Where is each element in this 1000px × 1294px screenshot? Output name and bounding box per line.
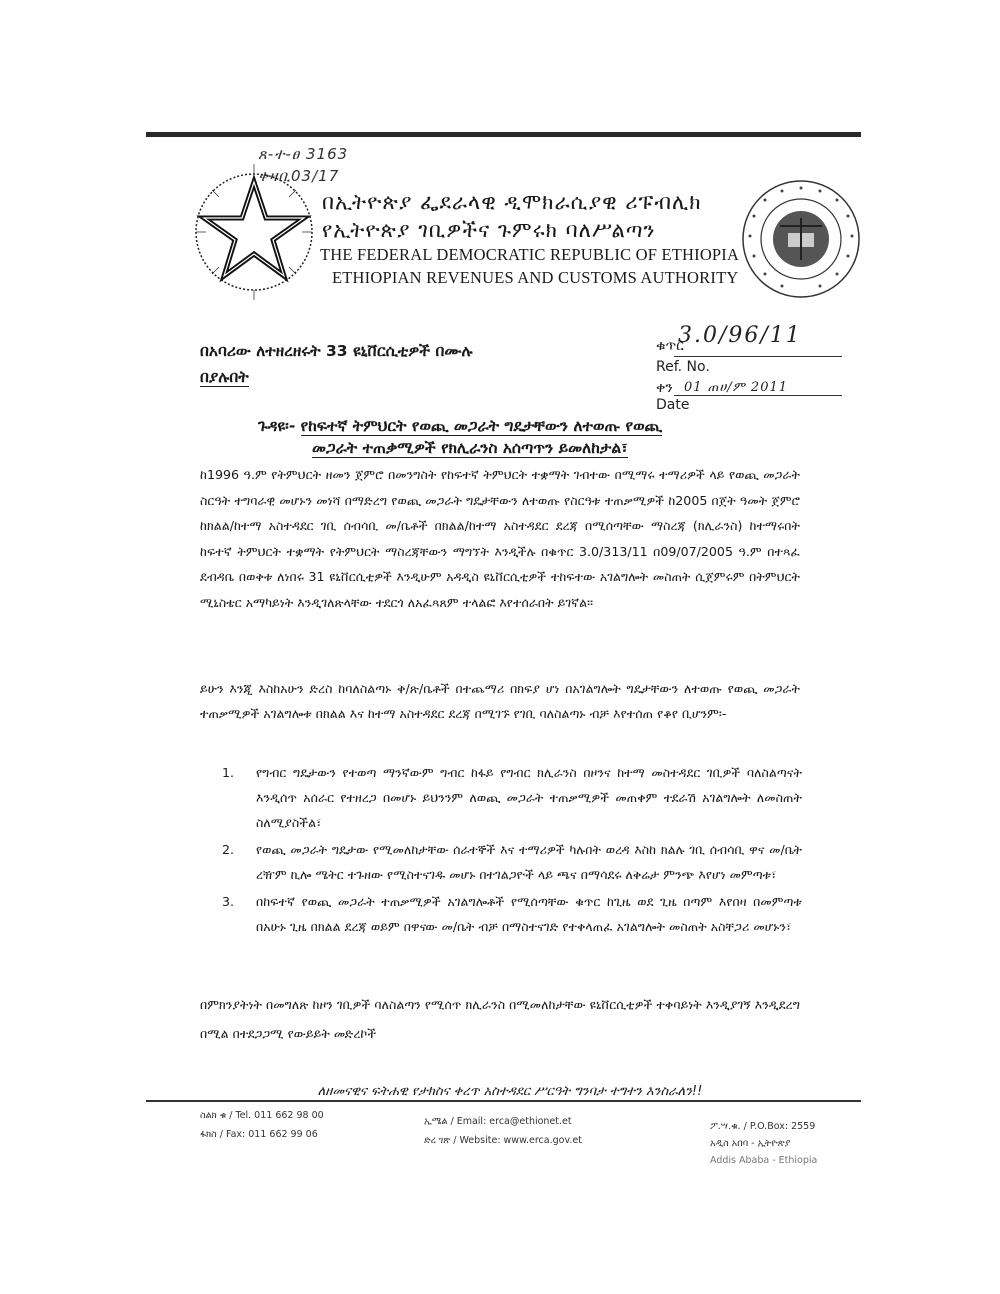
list-item bbox=[222, 760, 802, 835]
body-paragraph-1: ከ1996 ዓ.ም የትምህርት ዘመን ጀምሮ በመንግስት የከፍተኛ ትምህርት ተቋማት ገብተው በሚማሩ ተማሪዎች ላይ የወጪ መጋራት ስርዓት ተግባራዊ መሆኑን መነሻ በማድረግ የወጪ መጋራት ግዴታቸውን ለተወጡ የስርዓቱ ተጠቃሚዎች ከ2005 በጀት ዓመት ጀምሮ ከክልል/ከተማ አስተዳደር ገቢ ሰብሳቢ መ/ቤቶች በክልል/ከተማ አስተዳደር ደረጃ በሚሰጣቸው ማስረጃ (ክሊራንስ) ከተማሩበት ከፍተኛ ትምህርት ተቋማት የትምህርት ማስረጃቸውን ማግኘት እንዲችሉ በቁጥር 3.0/313/11 በ09/07/2005 ዓ.ም በተጻፈ ደብዳቤ በወቅቱ ለነበሩ 31 ዩኒቨርሲቲዎች እንዲሁም አዳዲስ ዩኒቨርሲቲዎች ተከፍተው አገልግሎት መስጠት ሲጀምሩም በትምህርት ሚኒስቴር አማካይነት እንዲገለጽላቸው ተደርጎ ለአፈጻጸም ተላልፎ እየተሰራበት ይገኛል፡፡ bbox=[200, 467, 800, 610]
erca-seal-icon bbox=[740, 178, 862, 300]
footer-motto: ለዘመናዊና ፍትሐዊ የታክስና ቀረጥ አስተዳደር ሥርዓት ግንባታ ተግተን እንስራለን!! bbox=[317, 1084, 703, 1099]
body-paragraph-2: ይሁን እንጂ እስከአሁን ድረስ ከባለስልጣኑ ቅ/ጽ/ቤቶች በተጨማሪ በክፍያ ሆነ በአገልግሎት ግዴታቸውን ለተወጡ የወጪ መጋራት ተጠቃሚዎች አገልግሎቱ በክልል እና ከተማ አስተዳደር ደረጃ በሚገኙ የገቢ ባለስልጣኑ ብቻ እየተሰጠ የቆየ ቢሆንም፡- bbox=[200, 681, 800, 721]
list-item-number: 3. bbox=[222, 894, 235, 909]
ethiopia-emblem-icon bbox=[192, 160, 317, 305]
addressee-block bbox=[200, 338, 473, 390]
ref-label-english: Ref. No. bbox=[656, 359, 710, 375]
subject-line1: የከፍተኛ ትምህርት የወጪ መጋራት ግዴታቸውን ለተወጡ የወጪ bbox=[300, 417, 663, 435]
list-item-text: የወጪ መጋራት ግዴታው የሚመለከታቸው ሰራተኞች እና ተማሪዎች ካሉበት ወረዳ እስከ ክልሉ ገቢ ሰብሳቢ ዋና መ/ቤት ረዥም ኪሎ ሜትር ተጉዘው የሚስተናገዱ መሆኑ በተገልጋዮች ላይ ጫና በማሳደሩ ለቅሬታ ምንጭ እየሆነ መምጣቱ፣ bbox=[256, 842, 802, 882]
addressee-line1: በአባሪው ለተዘረዘሩት 33 ዩኒቨርሲቲዎች በሙሉ bbox=[200, 342, 473, 360]
footer-email: ኢሜል / Email: erca@ethionet.et bbox=[424, 1116, 572, 1127]
list-item-text: በከፍተኛ የወጪ መጋራት ተጠቃሚዎች አገልግሎቶች የሚሰጣቸው ቁጥር ከጊዜ ወደ ጊዜ በጣም እየበዛ በመምጣቱ በአሁኑ ጊዜ በክልል ደረጃ ወይም በዋናው መ/ቤት ብቻ በማስተናገድ የተቀላጠፈ አገልግሎት መስጠት አስቸጋሪ መሆኑን፣ bbox=[256, 894, 802, 934]
reasons-list bbox=[222, 760, 802, 939]
header-english-line1: THE FEDERAL DEMOCRATIC REPUBLIC OF ETHIOPIA bbox=[320, 245, 740, 264]
footer-telephone: ስልክ ቁ / Tel. 011 662 98 00 bbox=[200, 1110, 324, 1121]
subject-label: ጉዳዩ፡- bbox=[258, 417, 296, 435]
date-label-amharic: ቀን bbox=[656, 380, 673, 396]
body-paragraph-3: በምክንያትነት በመግለጽ ከዞን ገቢዎች ባለስልጣን የሚሰጥ ክሊራንስ በሚመለከታቸው ዩኒቨርሲቲዎች ተቀባይነት እንዲያገኝ እንዲደረግ በሚል በተደጋጋሚ የውይይት መድረኮች bbox=[200, 997, 800, 1041]
header-rule bbox=[146, 132, 861, 137]
footer-fax: ፋክስ / Fax: 011 662 99 06 bbox=[200, 1129, 318, 1140]
footer-pobox: ፖ.ሣ.ቁ. / P.O.Box: 2559 bbox=[710, 1121, 816, 1132]
subject-line2: መጋራት ተጠቃሚዎች የክሊራንስ አሰጣጥን ይመለከታል፣ bbox=[312, 439, 628, 457]
subject-block bbox=[258, 415, 778, 459]
list-item-number: 1. bbox=[222, 765, 235, 780]
date-value: 01 ጠሀ/ም 2011 bbox=[684, 380, 789, 395]
handwritten-note: ቀዛቢ03/17 bbox=[258, 167, 340, 185]
list-item bbox=[222, 837, 802, 887]
list-item bbox=[222, 889, 802, 939]
footer-rule bbox=[146, 1100, 861, 1102]
list-item-number: 2. bbox=[222, 842, 235, 857]
date-label-english: Date bbox=[656, 397, 690, 413]
ref-number: 3.0/96/11 bbox=[678, 323, 802, 348]
header-english-line2: ETHIOPIAN REVENUES AND CUSTOMS AUTHORITY bbox=[332, 268, 739, 287]
handwritten-note: ጸ-ተ-ፀ 3163 bbox=[258, 145, 349, 163]
reference-block bbox=[656, 323, 802, 414]
footer-city-english: Addis Ababa - Ethiopia bbox=[710, 1155, 818, 1166]
addressee-line2: በያሉበት bbox=[200, 368, 249, 386]
header-amharic-line2: የኢትዮጵያ ገቢዎችና ጉምሩክ ባለሥልጣን bbox=[322, 218, 656, 242]
footer-website: ድረ ገጽ / Website: www.erca.gov.et bbox=[424, 1135, 582, 1146]
list-item-text: የግብር ግዴታውን የተወጣ ማንኛውም ግብር ከፋይ የግብር ክሊራንስ በዞንና ከተማ መስተዳደር ገቢዎች ባለስልጣናት እንዲሰጥ አሰራር የተዘረጋ በመሆኑ ይህንንም ለወጪ መጋራት ተጠቃሚዎች መጠቀም ተደራሽ አገልግሎት ለመስጠት ስለሚያስችል፣ bbox=[256, 765, 802, 830]
header-amharic-line1: በኢትዮጵያ ፌደራላዊ ዲሞክራሲያዊ ሪፑብሊክ bbox=[322, 190, 702, 214]
footer-city: አዲስ አበባ - ኢትዮጵያ bbox=[710, 1138, 791, 1149]
ref-label-amharic: ቁጥር bbox=[656, 338, 684, 354]
